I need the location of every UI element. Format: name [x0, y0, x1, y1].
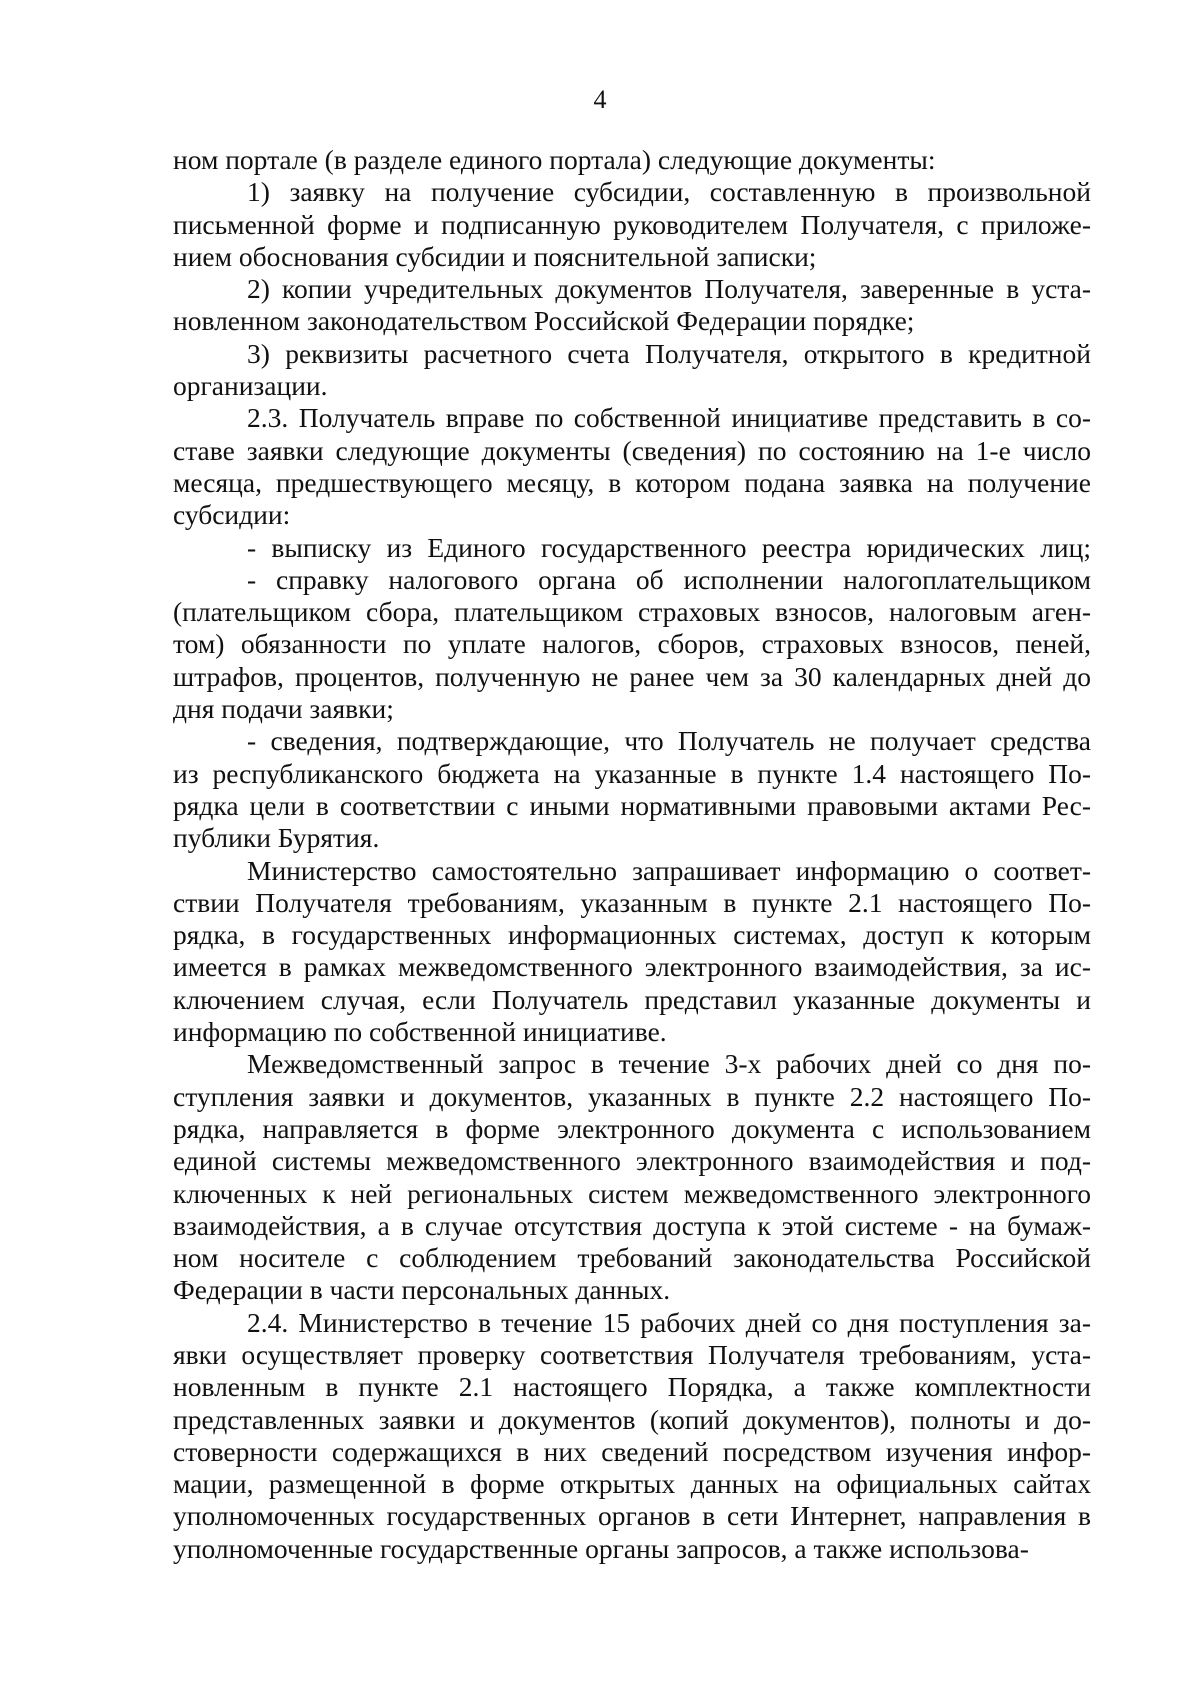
- text-line: - выписку из Единого государственного реестра юридических лиц;: [247, 531, 1091, 563]
- paragraph: [173, 338, 1091, 403]
- text-line: Межведомственный запрос в течение 3-х рабочих дней со дня по-: [247, 1048, 1091, 1080]
- paragraph: [173, 855, 1091, 1049]
- paragraph: [173, 273, 1091, 338]
- text-line: Федерации в части персональных данных.: [173, 1274, 671, 1306]
- text-line: ключенных к ней региональных систем межведомственного электронного: [173, 1177, 1091, 1209]
- text-line: штрафов, процентов, полученную не ранее чем за 30 календарных дней до: [173, 660, 1091, 692]
- text-line: (плательщиком сбора, плательщиком страховых взносов, налоговым аген-: [173, 596, 1091, 628]
- paragraph: [173, 402, 1091, 531]
- text-line: 1) заявку на получение субсидии, составленную в произвольной: [247, 176, 1091, 208]
- text-line: ном носителе с соблюдением требований законодательства Российской: [173, 1242, 1091, 1274]
- text-line: организации.: [173, 370, 328, 402]
- text-line: ступления заявки и документов, указанных в пункте 2.2 настоящего По-: [173, 1080, 1091, 1112]
- text-line: 3) реквизиты расчетного счета Получателя, открытого в кредитной: [247, 337, 1091, 369]
- text-line: ствии Получателя требованиям, указанным в пункте 2.1 настоящего По-: [173, 886, 1091, 918]
- paragraph: [173, 532, 1091, 564]
- text-line: из республиканского бюджета на указанные в пункте 1.4 настоящего По-: [173, 757, 1091, 789]
- paragraph: [173, 144, 1091, 176]
- text-line: единой системы межведомственного электронного взаимодействия и под-: [173, 1145, 1091, 1177]
- text-line: ключением случая, если Получатель представил указанные документы и: [173, 983, 1091, 1015]
- text-line: уполномоченные государственные органы запросов, а также использова-: [173, 1532, 1029, 1564]
- text-line: представленных заявки и документов (копий документов), полноты и до-: [173, 1403, 1091, 1435]
- text-line: публики Бурятия.: [173, 822, 380, 854]
- text-line: Министерство самостоятельно запрашивает информацию о соответ-: [247, 854, 1091, 886]
- text-line: рядка цели в соответствии с иными нормативными правовыми актами Рес-: [173, 789, 1091, 821]
- text-line: 2.3. Получатель вправе по собственной инициативе представить в со-: [247, 402, 1091, 434]
- text-line: нием обоснования субсидии и пояснительной записки;: [173, 240, 817, 272]
- paragraph: [173, 1048, 1091, 1306]
- text-line: уполномоченных государственных органов в сети Интернет, направления в: [173, 1500, 1091, 1532]
- text-line: ставе заявки следующие документы (сведения) по состоянию на 1-е число: [173, 434, 1091, 466]
- text-line: рядка, направляется в форме электронного документа с использованием: [173, 1112, 1091, 1144]
- paragraph: [173, 564, 1091, 725]
- text-line: субсидии:: [173, 499, 291, 531]
- text-line: информацию по собственной инициативе.: [173, 1016, 667, 1048]
- text-line: имеется в рамках межведомственного электронного взаимодействия, за ис-: [173, 951, 1091, 983]
- text-line: 2) копии учредительных документов Получателя, заверенные в уста-: [247, 273, 1091, 305]
- paragraph: [173, 176, 1091, 273]
- text-line: письменной форме и подписанную руководителем Получателя, с приложе-: [173, 208, 1091, 240]
- text-line: - справку налогового органа об исполнении налогоплательщиком: [247, 563, 1091, 595]
- text-line: новленным в пункте 2.1 настоящего Порядка, а также комплектности: [173, 1371, 1091, 1403]
- paragraph: [173, 725, 1091, 854]
- text-line: рядка, в государственных информационных системах, доступ к которым: [173, 919, 1091, 951]
- paragraph: [173, 1307, 1091, 1565]
- text-line: том) обязанности по уплате налогов, сборов, страховых взносов, пеней,: [173, 628, 1091, 660]
- text-line: 2.4. Министерство в течение 15 рабочих дней со дня поступления за-: [247, 1306, 1091, 1338]
- text-line: мации, размещенной в форме открытых данных на официальных сайтах: [173, 1468, 1091, 1500]
- document-body: [173, 144, 1091, 1565]
- text-line: месяца, предшествующего месяцу, в котором подана заявка на получение: [173, 466, 1091, 498]
- page-number: 4: [593, 85, 607, 114]
- text-line: взаимодействия, а в случае отсутствия доступа к этой системе - на бумаж-: [173, 1209, 1091, 1241]
- text-line: новленном законодательством Российской Федерации порядке;: [173, 305, 915, 337]
- text-line: дня подачи заявки;: [173, 693, 394, 725]
- text-line: ном портале (в разделе единого портала) следующие документы:: [173, 144, 936, 175]
- text-line: - сведения, подтверждающие, что Получатель не получает средства: [247, 725, 1091, 757]
- text-line: стоверности содержащихся в них сведений посредством изучения инфор-: [173, 1435, 1091, 1467]
- text-line: явки осуществляет проверку соответствия Получателя требованиям, уста-: [173, 1338, 1091, 1370]
